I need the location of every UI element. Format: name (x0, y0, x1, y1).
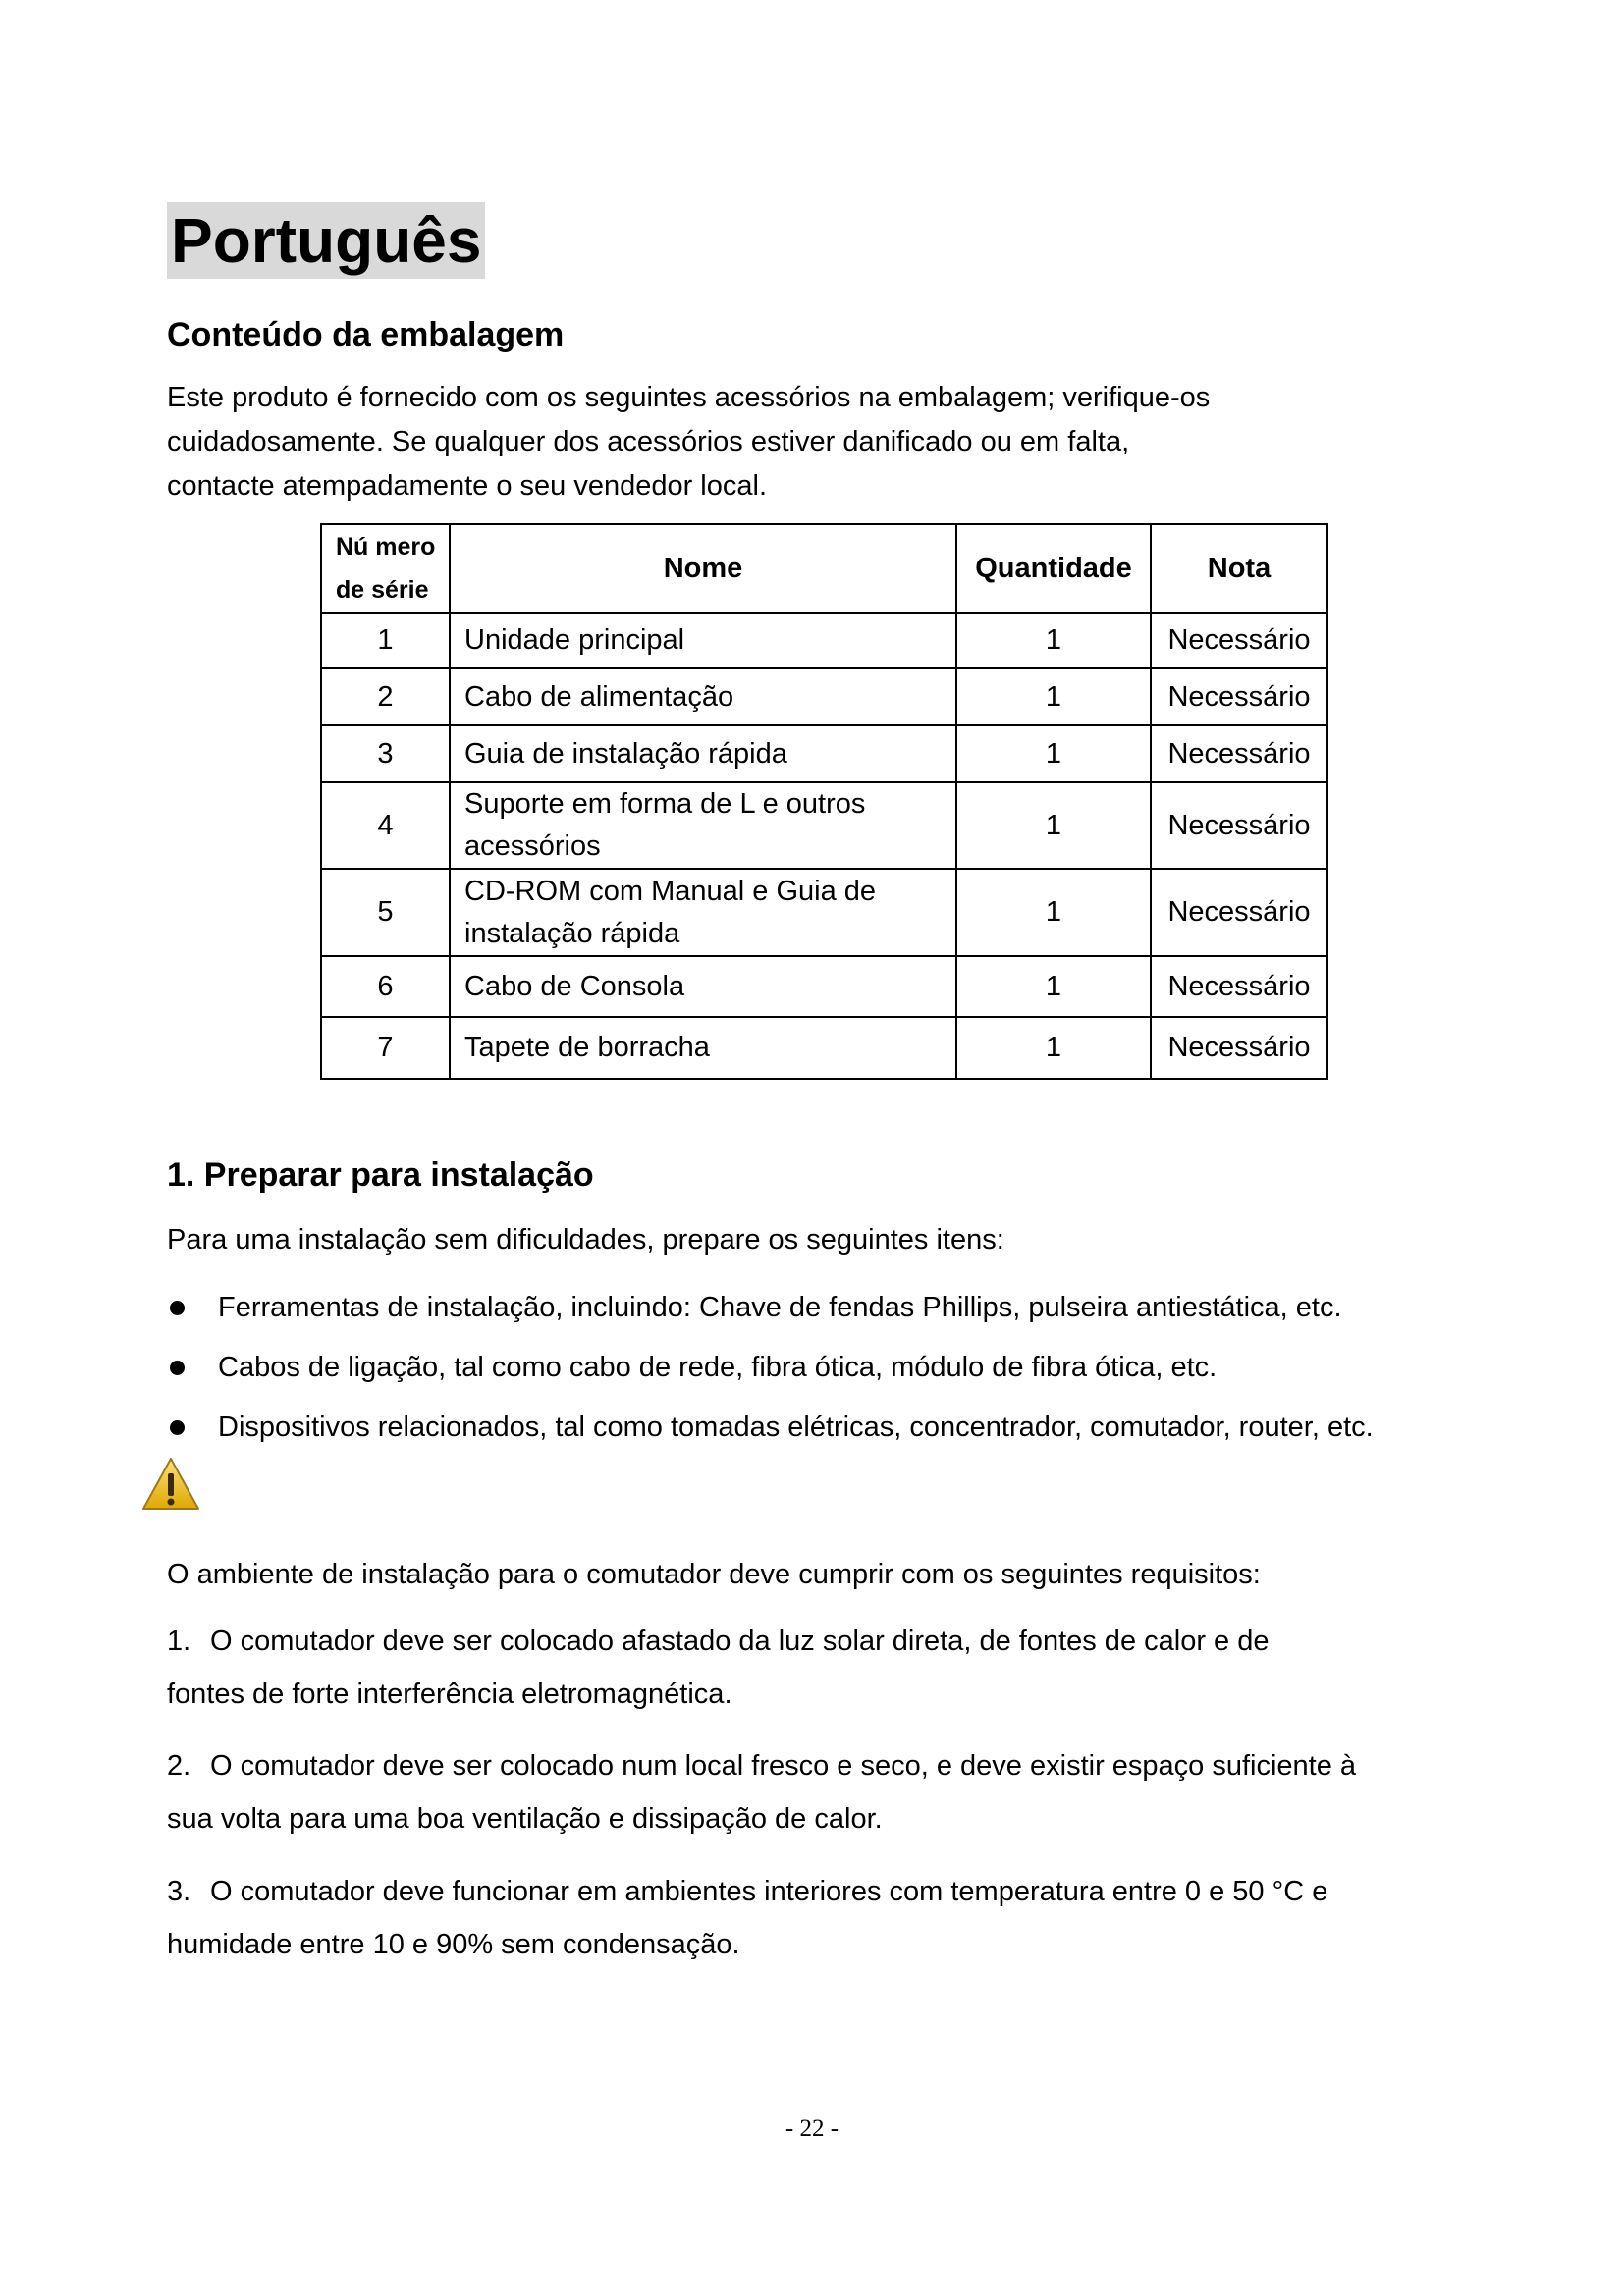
cell-no: 1 (321, 613, 450, 668)
requirement-item-1 (167, 1615, 1443, 1721)
header-serial-line1: Nú mero (336, 533, 436, 561)
requirement-line1: O comutador deve ser colocado afastado da luz solar direta, de fontes de calor e de (210, 1626, 1270, 1657)
cell-no: 2 (321, 668, 450, 725)
language-title: Português (167, 202, 485, 279)
cell-name (450, 869, 956, 956)
cell-name (450, 782, 956, 869)
header-name: Nome (450, 524, 956, 613)
requirement-line1: O comutador deve funcionar em ambientes interiores com temperatura entre 0 e 50 °C e (210, 1876, 1328, 1907)
prepare-intro-text: Para uma instalação sem dificuldades, prepare os seguintes itens: (167, 1224, 1004, 1255)
list-item (167, 1338, 1374, 1398)
cell-no: 3 (321, 725, 450, 782)
list-item (167, 1398, 1374, 1458)
cell-name: Unidade principal (450, 613, 956, 668)
cell-qty: 1 (956, 782, 1151, 869)
cell-name: Guia de instalação rápida (450, 725, 956, 782)
cell-note: Necessário (1151, 956, 1327, 1017)
cell-name-line1: CD-ROM com Manual e Guia de (464, 875, 877, 907)
bullet-dot-icon (170, 1301, 185, 1315)
intro-line: contacte atempadamente o seu vendedor local. (167, 470, 768, 502)
cell-qty: 1 (956, 725, 1151, 782)
list-item (167, 1278, 1374, 1338)
cell-name-line2: instalação rápida (464, 917, 680, 949)
prepare-intro (167, 1218, 1326, 1262)
table-row (321, 782, 1327, 869)
list-item-text: Ferramentas de instalação, incluindo: Chave de fendas Phillips, pulseira antiestática, etc. (218, 1292, 1342, 1323)
cell-no: 6 (321, 956, 450, 1017)
intro-line: Este produto é fornecido com os seguintes acessórios na embalagem; verifique-os (167, 382, 1211, 413)
section-title-contents: Conteúdo da embalagem (167, 316, 565, 353)
cell-qty: 1 (956, 1017, 1151, 1079)
cell-name: Cabo de alimentação (450, 668, 956, 725)
cell-note: Necessário (1151, 869, 1327, 956)
cell-name-line1: Suporte em forma de L e outros (464, 788, 866, 820)
bullet-dot-icon (170, 1361, 185, 1375)
table-header-row (321, 524, 1327, 613)
requirement-number: 1. (167, 1626, 191, 1657)
warning-triangle-icon (140, 1456, 201, 1513)
requirement-number: 2. (167, 1750, 191, 1782)
table-row (321, 1017, 1327, 1079)
header-serial (321, 524, 450, 613)
cell-qty: 1 (956, 869, 1151, 956)
contents-intro (167, 376, 1326, 508)
cell-note: Necessário (1151, 613, 1327, 668)
table-row (321, 668, 1327, 725)
cell-name: Tapete de borracha (450, 1017, 956, 1079)
cell-name-line2: acessórios (464, 830, 601, 862)
cell-qty: 1 (956, 668, 1151, 725)
requirement-line1: O comutador deve ser colocado num local fresco e seco, e deve existir espaço suficiente à (210, 1750, 1357, 1782)
table-row (321, 725, 1327, 782)
requirement-line2: fontes de forte interferência eletromagnética. (167, 1679, 732, 1710)
section-title-prepare: 1. Preparar para instalação (167, 1156, 594, 1194)
requirement-line2: sua volta para uma boa ventilação e dissipação de calor. (167, 1803, 883, 1835)
header-serial-line2: de série (336, 576, 429, 604)
cell-no: 5 (321, 869, 450, 956)
list-item-text: Cabos de ligação, tal como cabo de rede, fibra ótica, módulo de fibra ótica, etc. (218, 1352, 1218, 1383)
header-note: Nota (1151, 524, 1327, 613)
cell-note: Necessário (1151, 1017, 1327, 1079)
cell-note: Necessário (1151, 725, 1327, 782)
prepare-bullet-list (167, 1278, 1374, 1458)
requirement-line2: humidade entre 10 e 90% sem condensação. (167, 1929, 740, 1960)
requirement-item-2 (167, 1739, 1443, 1845)
package-contents-table (320, 523, 1328, 1080)
cell-note: Necessário (1151, 782, 1327, 869)
table-row (321, 956, 1327, 1017)
bullet-dot-icon (170, 1420, 185, 1435)
header-quantity: Quantidade (956, 524, 1151, 613)
cell-qty: 1 (956, 613, 1151, 668)
list-item-text: Dispositivos relacionados, tal como tomadas elétricas, concentrador, comutador, router, etc. (218, 1412, 1374, 1443)
cell-no: 7 (321, 1017, 450, 1079)
intro-line: cuidadosamente. Se qualquer dos acessórios estiver danificado ou em falta, (167, 426, 1130, 457)
table-row (321, 613, 1327, 668)
requirements-intro: O ambiente de instalação para o comutador deve cumprir com os seguintes requisitos: (167, 1559, 1261, 1590)
cell-no: 4 (321, 782, 450, 869)
cell-qty: 1 (956, 956, 1151, 1017)
page-number: - 22 - (785, 2115, 839, 2142)
table-row (321, 869, 1327, 956)
requirement-item-3 (167, 1865, 1443, 1971)
requirement-number: 3. (167, 1876, 191, 1907)
cell-note: Necessário (1151, 668, 1327, 725)
cell-name: Cabo de Consola (450, 956, 956, 1017)
